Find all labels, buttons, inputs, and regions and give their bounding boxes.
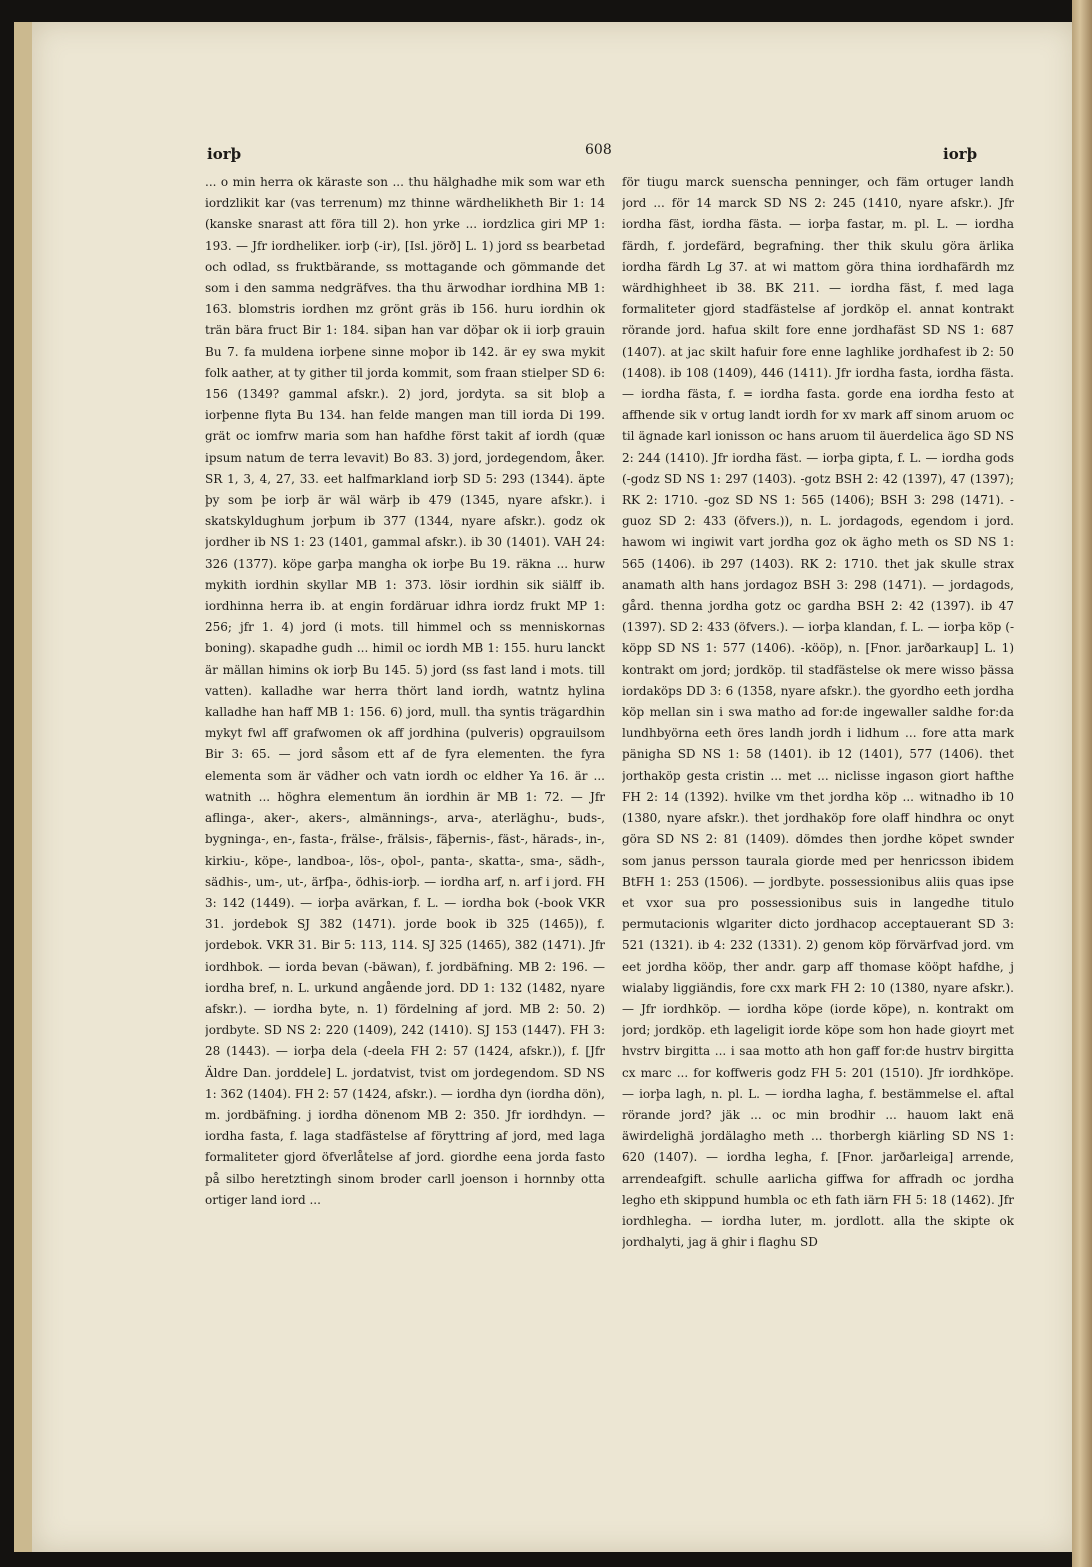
book-edge [1072,0,1092,1567]
right-column-text: för tiugu marck suenscha penninger, och fäm ortuger landh jord ... för 14 marck SD NS 2: 245 (1410, nyare afskr.). Jfr iordha fäst, iordha fästa. — iorþa fastar, m. pl. L. — iordha färdh, f. jordefärd, begrafning. ther thik skulu göra ärlika iordha färdh Lg 37. at wi mattom göra thina iordhafärdh mz wärdhighheet ib 38. BK 211. — iordha fäst, f. med laga formaliteter gjord stadfästelse af jordköp el. annat kontrakt rörande jord. hafua skilt fore enne jordhafäst SD NS 1: 687 (1407). at jac skilt hafuir fore enne laghlike jordhafest ib 2: 50 (1408). ib 108 (1409), 446 (1411). Jfr iordha fasta, iordha fästa. — iordha fästa, f. = iordha fasta. gorde ena iordha festo at affhende sik v ortug landt iordh for xv mark aff sinom aruom oc til ägnade karl ionisson oc hans aruom til äuerdelica ägo SD NS 2: 244 (1410). Jfr iordha fäst. — iorþa gipta, f. L. — iordha gods (-godz SD NS 1: 297 (1403). -gotz BSH 2: 42 (1397), 47 (1397); RK 2: 1710. -goz SD NS 1: 565 (1406); BSH 3: 298 (1471). -guoz SD 2: 433 (öfvers.)), n. L. jordagods, egendom i jord. hawom wi ingiwit vart jordha goz ok ägho meth os SD NS 1: 565 (1406). ib 297 (1403). RK 2: 1710. thet jak skulle strax anamath alth hans jordagoz BSH 3: 298 (1471). — jordagods, gård. thenna jordha gotz oc gardha BSH 2: 42 (1397). ib 47 (1397). SD 2: 433 (öfvers.). — iorþa klandan, f. L. — iorþa köp (-köpp SD NS 1: 577 (1406). -kööp), n. [Fnor. jarðarkaup] L. 1) kontrakt om jord; jordköp. til stadfästelse ok mere wisso þässa iordaköps DD 3: 6 (1358, nyare afskr.). the gyordho eeth jordha köp mellan sin i swa matho ad for:de ingewaller saldhe for:da lundhbyörna eeth öres landh jordh i lidhum ... fore atta mark pänigha SD NS 1: 58 (1401). ib 12 (1401), 577 (1406). thet jorthaköp gesta cristin ... met ... niclisse ingason giort hafthe FH 2: 14 (1392). hvilke vm thet jordha köp ... witnadho ib 10 (1380, nyare afskr.). thet jordhaköp fore olaff hindhra oc onyt göra SD NS 2: 81 (1409). dömdes then jordhe köpet swnder som janus persson taurala giorde med per henricsson ibidem BtFH 1: 253 (1506). — jordbyte. possessionibus aliis quas ipse et vxor sua pro possessionibus suis in langedhe titulo permutacionis wlgariter dicto jordhacop acceptauerant SD 3: 521 (1321). ib 4: 232 (1331). 2) genom köp förvärfvad jord. vm eet jordha kööp, ther andr. garp aff thomase kööpt hafdhe, j wialaby liggiändis, fore cxx mark FH 2: 10 (1380, nyare afskr.). — Jfr iordhköp. — iordha köpe (iorde köpe), n. kontrakt om jord; jordköp. eth lageligit iorde köpe som hon hade gioyrt met hvstrv birgitta ... i saa motto ath hon gaff for:de hustrv birgitta cx marc ... for koffweris godz FH 5: 201 (1510). Jfr iordhköpe. — iorþa lagh, n. pl. L. — iordha lagha, f. bestämmelse el. aftal rörande jord? jäk ... oc min brodhir ... hauom lakt enä äwirdelighä jordälagho meth ... thorbergh kiärling SD NS 1: 620 (1407). — iordha legha, f. [Fnor. jarðarleiga] arrende, arrendeafgift. schulle aarlicha giffwa for affradh oc jordha legho eth skippund humbla oc eth fath iärn FH 5: 18 (1462). Jfr iordhlegha. — iordha luter, m. jordlott. alla the skipte ok jordhalyti, jag ä ghir i flaghu SD [622,175,1014,1250]
left-column-text: ... o min herra ok käraste son ... thu hälghadhe mik som war eth iordzlikit kar (vas terrenum) mz thinne wärdhelikheth Bir 1: 14 (kanske snarast att föra till 2). hon yrke ... iordzlica giri MP 1: 193. — Jfr iordheliker. iorþ (-ir), [Isl. jörð] L. 1) jord ss bearbetad och odlad, ss fruktbärande, ss mottagande och gömmande det som i den samma nedgräfves. tha thu ärwodhar iordhina MB 1: 163. blomstris iordhen mz grönt gräs ib 156. huru iordhin ok trän bära fruct Bir 1: 184. siþan han var döþar ok ii iorþ grauin Bu 7. fa muldena iorþene sinne moþor ib 142. är ey swa mykit folk aather, at ty gither til jorda kommit, som fraan stielper SD 6: 156 (1349? gammal afskr.). 2) jord, jordyta. sa sit bloþ a iorþenne flyta Bu 134. han felde mangen man till iorda Di 199. grät oc iomfrw maria som han hafdhe först takit af iordh (quæ ipsum natum de terra levavit) Bo 83. 3) jord, jordegendom, åker. SR 1, 3, 4, 27, 33. eet halfmarkland iorþ SD 5: 293 (1344). äpte þy som þe iorþ är wäl wärþ ib 479 (1345, nyare afskr.). i skatskyldughum jorþum ib 377 (1344, nyare afskr.). godz ok jordher ib NS 1: 23 (1401, gammal afskr.). ib 30 (1401). VAH 24: 326 (1377). köpe garþa mangha ok iorþe Bu 19. räkna ... hurw mykith iordhin skyllar MB 1: 373. lösir iordhin sik siälff ib. iordhinna herra ib. at engin fordäruar idhra iordz frukt MP 1: 256; jfr 1. 4) jord (i mots. till himmel och ss menniskornas boning). skapadhe gudh ... himil oc iordh MB 1: 155. huru lanckt är mällan himins ok iorþ Bu 145. 5) jord (ss fast land i mots. till vatten). kalladhe war herra thört land iordh, watntz hylina kalladhe han haff MB 1: 156. 6) jord, mull. tha syntis trägardhin mykyt fwl aff grafwomen ok aff jordhina (pulveris) opgrauilsom Bir 3: 65. — jord såsom ett af de fyra elementen. the fyra elementa som är vädher och vatn iordh oc eldher Ya 16. är ... watnith ... höghra elementum än iordhin är MB 1: 72. — Jfr aflinga-, aker-, akers-, almännings-, arva-, aterläghu-, buds-, bygninga-, en-, fasta-, frälse-, frälsis-, fäþernis-, fäst-, härads-, in-, kirkiu-, köpe-, landboa-, lös-, oþol-, panta-, skatta-, sma-, sädh-, sädhis-, um-, ut-, ärfþa-, ödhis-iorþ. — iordha arf, n. arf i jord. FH 3: 142 (1449). — iorþa avärkan, f. L. — iordha bok (-book VKR 31. jordebok SJ 382 (1471). jorde book ib 325 (1465)), f. jordebok. VKR 31. Bir 5: 113, 114. SJ 325 (1465), 382 (1471). Jfr iordhbok. — iorda bevan (-bäwan), f. jordbäfning. MB 2: 196. — iordha bref, n. L. urkund angående jord. DD 1: 132 (1482, nyare afskr.). — iordha byte, n. 1) fördelning af jord. MB 2: 50. 2) jordbyte. SD NS 2: 220 (1409), 242 (1410). SJ 153 (1447). FH 3: 28 (1443). — iorþa dela (-deela FH 2: 57 (1424, afskr.)), f. [Jfr Äldre Dan. jorddele] L. jordatvist, tvist om jordegendom. SD NS 1: 362 (1404). FH 2: 57 (1424, afskr.). — iordha dyn (iordha dön), m. jordbäfning. j iordha dönenom MB 2: 350. Jfr iordhdyn. — iordha fasta, f. laga stadfästelse af föryttring af jord, med laga formaliteter gjord öfverlåtelse af jord. giordhe eena jorda fasto på silbo heretztingh sinom broder carll joenson i hornnby otta ortiger land iord ... [205,175,605,1207]
right-column [622,172,1014,1382]
running-head-left: iorþ [207,145,242,163]
page-number: 608 [585,142,612,158]
left-column [205,172,605,1382]
running-head-right: iorþ [943,145,978,163]
